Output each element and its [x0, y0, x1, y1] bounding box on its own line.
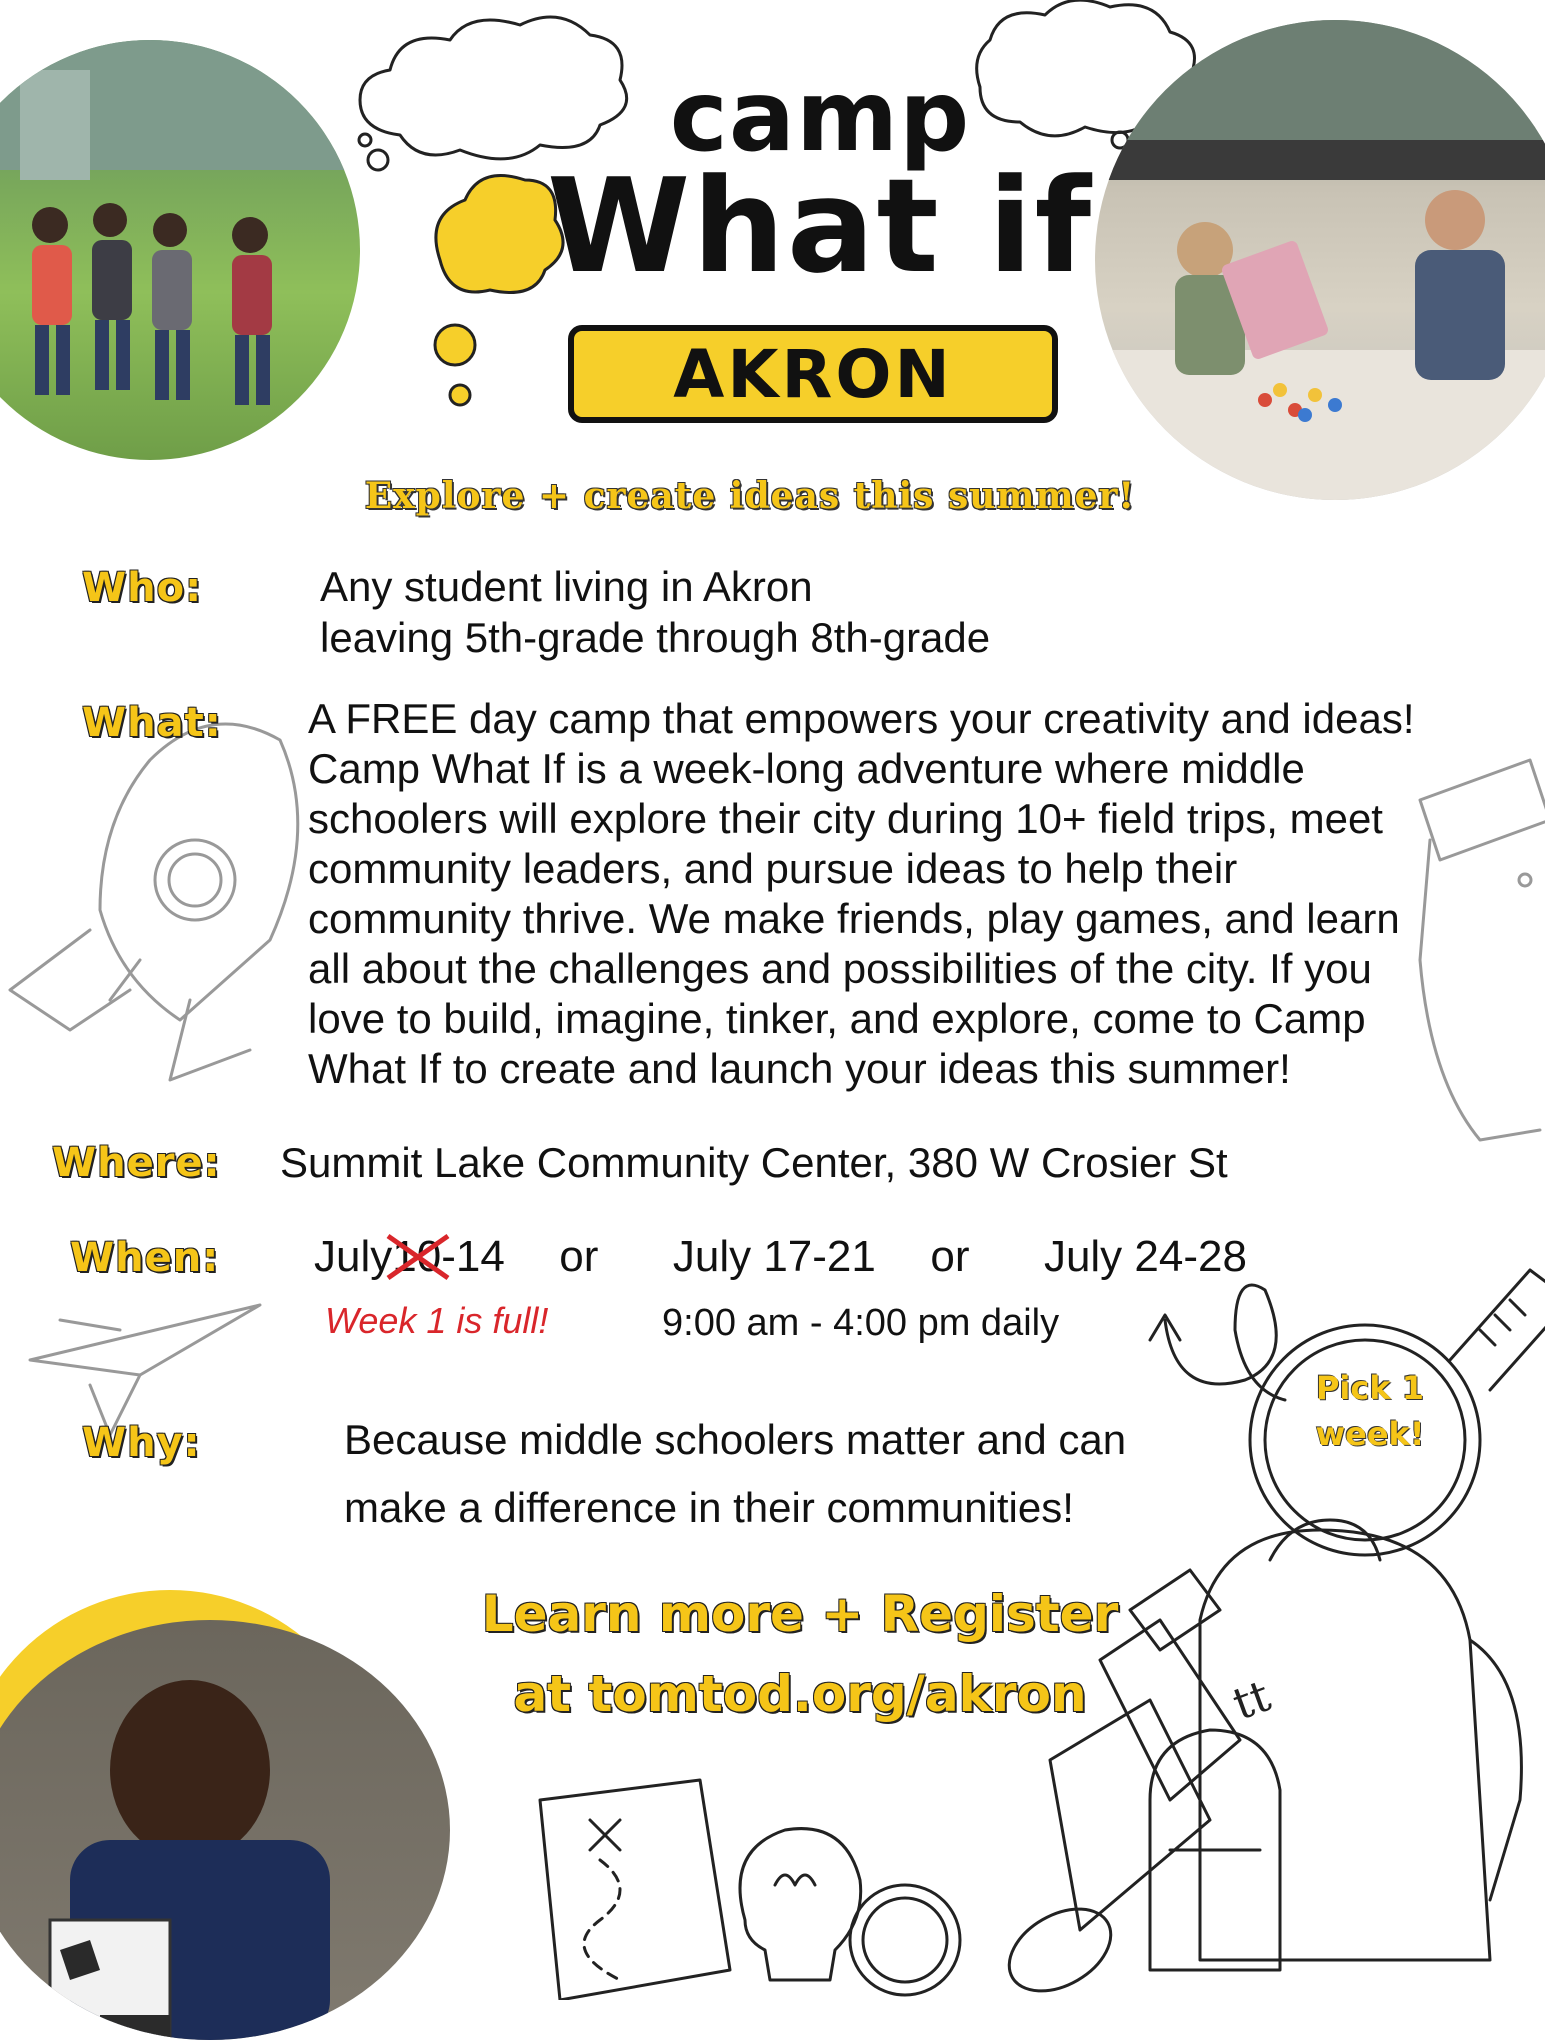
week-3: July 24-28 — [1043, 1232, 1247, 1281]
who-line-2: leaving 5th-grade through 8th-grade — [320, 614, 991, 661]
paper-plane-icon — [30, 1305, 260, 1435]
pick-line-1: Pick 1 — [1315, 1369, 1425, 1407]
cloud-icon — [360, 17, 627, 159]
when-label: When: — [70, 1235, 220, 1281]
svg-text:tt: tt — [1226, 1670, 1278, 1731]
small-magnifier-icon — [850, 1885, 960, 1995]
what-line: Camp What If is a week-long adventure where middle — [308, 745, 1305, 792]
city-badge — [568, 325, 1058, 423]
why-line-2: make a difference in their communities! — [344, 1484, 1074, 1531]
where-label: Where: — [52, 1140, 221, 1186]
what-line: schoolers will explore their city during 10+ field trips, meet — [308, 795, 1383, 842]
week-1-struck-day: 10 — [392, 1232, 441, 1282]
rocket-icon — [10, 724, 298, 1080]
pick-one-week-note — [1300, 1365, 1440, 1457]
who-line-1: Any student living in Akron — [320, 563, 813, 610]
week-1-month: July — [314, 1232, 393, 1281]
what-line: community leaders, and pursue ideas to help their — [308, 845, 1238, 892]
what-label: What: — [82, 700, 222, 746]
or-separator: or — [930, 1232, 970, 1281]
city-badge-text: AKRON — [673, 335, 953, 413]
week-1-full-note: Week 1 is full! — [325, 1300, 549, 1341]
tagline: Explore + create ideas this summer! — [364, 475, 1136, 517]
or-separator: or — [559, 1232, 599, 1281]
daily-hours: 9:00 am - 4:00 pm daily — [662, 1302, 1060, 1344]
who-label: Who: — [82, 565, 203, 611]
title-camp: camp — [669, 60, 971, 174]
what-line: love to build, imagine, tinker, and explore, come to Camp — [308, 995, 1366, 1042]
pick-line-2: week! — [1315, 1415, 1425, 1453]
lightbulb-icon — [740, 1829, 861, 1980]
what-line: community thrive. We make friends, play games, and learn — [308, 895, 1400, 942]
title-what-if: What if — [546, 150, 1094, 302]
why-label: Why: — [82, 1420, 201, 1466]
what-line: all about the challenges and possibilities of the city. If you — [308, 945, 1372, 992]
what-line: What If to create and launch your ideas this summer! — [308, 1045, 1291, 1092]
backpack-icon — [1150, 1520, 1521, 1970]
why-line-1: Because middle schoolers matter and can — [344, 1416, 1127, 1463]
cta-website[interactable]: at tomtod.org/akron — [513, 1665, 1087, 1723]
when-dates — [314, 1232, 1247, 1282]
strike-x-icon — [384, 1232, 454, 1282]
treasure-map-icon — [540, 1780, 730, 2000]
what-line: A FREE day camp that empowers your creativity and ideas! — [308, 695, 1415, 742]
cta-register: Learn more + Register — [481, 1585, 1119, 1643]
what-description — [308, 694, 1458, 1094]
where-address: Summit Lake Community Center, 380 W Crosier St — [280, 1139, 1228, 1186]
week-2: July 17-21 — [672, 1232, 876, 1281]
week-1-end: -14 — [441, 1232, 505, 1281]
